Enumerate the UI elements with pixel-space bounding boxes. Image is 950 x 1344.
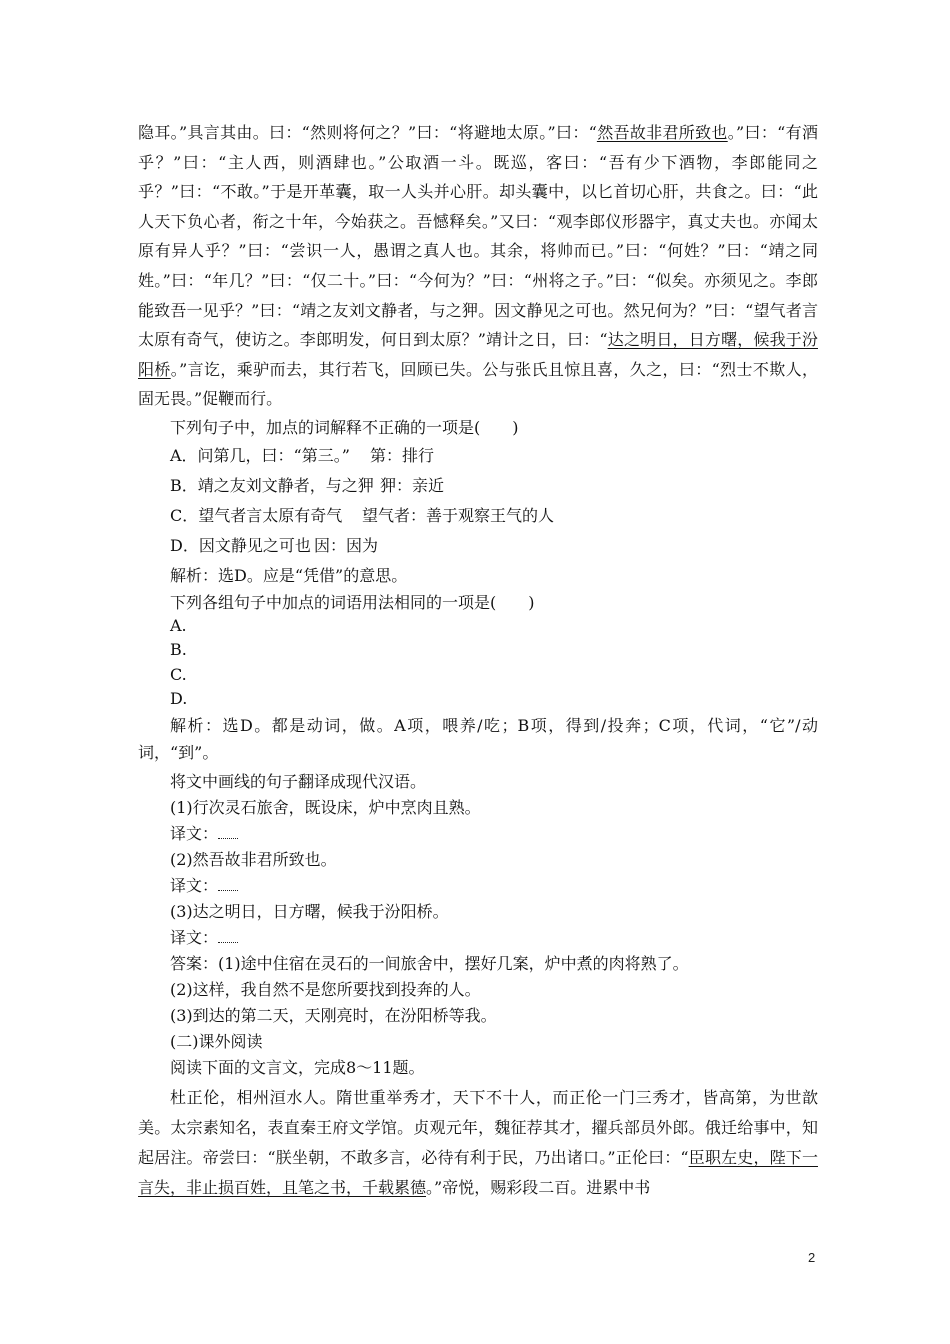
translation-line-2: 译文： [138,873,818,899]
page-content [138,118,818,1203]
question-3-item-1: (1)行次灵石旅舍，既设床，炉中烹肉且熟。 [170,797,481,817]
question-2-stem: 下列各组句子中加点的词语用法相同的一项是( ) [170,592,535,612]
answer-blank [218,878,238,891]
question-1-option-d: D．因文静见之可也 因：因为 [170,535,379,555]
question-2-option-d: D. [170,689,188,709]
question-2-option-b: B. [170,640,187,660]
question-2-option-c: C. [170,664,187,684]
passage-2: 杜正伦，相州洹水人。隋世重举秀才，天下不十人，而正伦一门三秀才，皆高第，为世歆美。太宗素知名，表直秦王府文学馆。贞观元年，魏征荐其才，擢兵部员外郎。俄迁给事中，知起居注。帝尝曰：“朕坐朝，不敢多言，必待有利于民，乃出诸口。”正伦曰：“臣职左史，陛下一言失，非止损百姓，且笔之书，千载累德。”帝悦，赐彩段二百。进累中书 [138,1087,818,1197]
question-1-option-a: A．问第几，曰：“第三。” 第：排行 [170,445,435,465]
translation-line-3: 译文： [138,925,818,951]
translation-line-1: 译文： [138,821,818,847]
answer-3: (3)到达的第二天，天刚亮时，在汾阳桥等我。 [170,1005,497,1025]
underlined-sentence-2: 然吾故非君所致也 [596,123,728,142]
question-1-option-b: B．靖之友刘文静者，与之狎 狎：亲近 [170,475,445,495]
underlined-sentence-3: 达之明日，日方曙，候我于汾阳桥 [138,330,818,379]
question-3-item-3: (3)达之明日，日方曙，候我于汾阳桥。 [170,901,449,921]
question-1-option-c: C．望气者言太原有奇气 望气者：善于观察王气的人 [170,505,555,525]
answer-1: 答案：(1)途中住宿在灵石的一间旅舍中，摆好几案，炉中煮的肉将熟了。 [170,953,689,973]
underlined-sentence: 臣职左史，陛下一言失，非止损百姓，且笔之书，千载累德 [138,1147,818,1197]
section-heading: (二)课外阅读 [170,1031,263,1051]
question-1-analysis: 解析：选D。应是“凭借”的意思。 [170,565,408,585]
passage-1: 隐耳。”具言其由。曰：“然则将何之？”曰：“将避地太原。”曰：“然吾故非君所致也。”曰：“有酒乎？”曰：“主人西，则酒肆也。”公取酒一斗。既巡，客曰：“吾有少下酒物，李郎能同之乎？”曰：“不敢。”于是开革囊，取一人头并心肝。却头囊中，以匕首切心肝，共食之。曰：“此人天下负心者，衔之十年，今始获之。吾憾释矣。”又曰：“观李郎仪形器宇，真丈夫也。亦闻太原有异人乎？”曰：“尝识一人，愚谓之真人也。其余，将帅而已。”曰：“何姓？”曰：“靖之同姓。”曰：“年几？”曰：“仅二十。”曰：“今何为？”曰：“州将之子。”曰：“似矣。亦须见之。李郎能致吾一见乎？”曰：“靖之友刘文静者，与之狎。因文静见之可也。然兄何为？”曰：“望气者言太原有奇气，使访之。李郎明发，何日到太原？”靖计之日，曰：“达之明日，日方曙，候我于汾阳桥。”言讫，乘驴而去，其行若飞，回顾已失。公与张氏且惊且喜，久之，曰：“烈士不欺人，固无畏。”促鞭而行。 [138,123,818,409]
section-instruction: 阅读下面的文言文，完成8～11题。 [170,1057,425,1077]
question-1-stem: 下列句子中，加点的词解释不正确的一项是( ) [170,417,519,437]
answer-blank [218,826,238,839]
answer-2: (2)这样，我自然不是您所要找到投奔的人。 [170,979,481,999]
answer-blank [218,930,238,943]
page-number: 2 [808,1250,816,1265]
question-2-analysis: 解析：选D。都是动词，做。A项，喂养/吃；B项，得到/投奔；C项，代词，“它”/动词，“到”。 [138,715,818,762]
question-2-option-a: A. [170,615,187,635]
question-3-stem: 将文中画线的句子翻译成现代汉语。 [170,771,427,791]
question-3-item-2: (2)然吾故非君所致也。 [170,849,337,869]
